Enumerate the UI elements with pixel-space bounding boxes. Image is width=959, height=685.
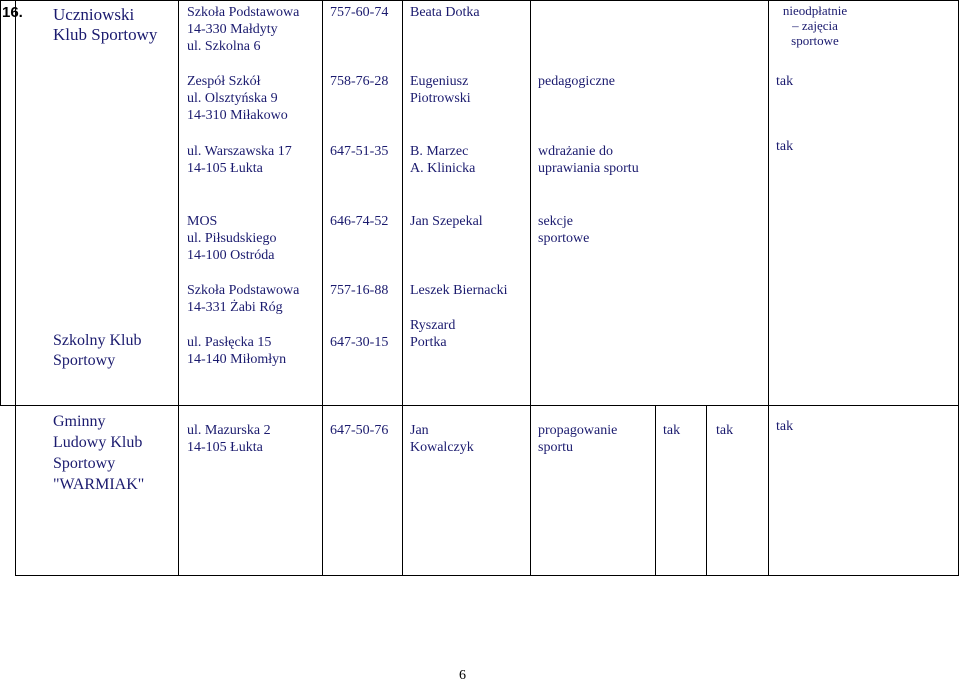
club1-school1-address: Szkoła Podstawowa 14-330 Małdyty ul. Szkolna 6 [187, 5, 300, 54]
club2-contact-a: Leszek Biernacki [410, 283, 508, 298]
club1-school3-flag: tak [776, 139, 794, 154]
club2-phone-a: 757-16-88 [330, 283, 389, 298]
club2-address-b: ul. Pasłęcka 15 14-140 Miłomłyn [187, 335, 287, 367]
club2-phone-b: 647-30-15 [330, 335, 389, 350]
club2-address-a: Szkoła Podstawowa 14-331 Żabi Róg [187, 283, 300, 315]
club3-address: ul. Mazurska 2 14-105 Łukta [187, 423, 271, 455]
club1-school2-phone: 758-76-28 [330, 74, 389, 89]
club1-school1-phone: 757-60-74 [330, 5, 389, 20]
club2-name: Szkolny Klub Sportowy [53, 332, 142, 369]
club3-form: propagowanie sportu [538, 423, 618, 455]
club1-school2-flag: tak [776, 74, 794, 89]
club1-school3-contact: B. Marzec A. Klinicka [410, 144, 476, 176]
club1-school3-address: ul. Warszawska 17 14-105 Łukta [187, 144, 292, 176]
club1-school4-address: MOS ul. Piłsudskiego 14-100 Ostróda [187, 214, 277, 263]
row-number: 16. [2, 4, 23, 21]
club1-name: Uczniowski Klub Sportowy [53, 5, 158, 44]
club3-name: Gminny Ludowy Klub Sportowy "WARMIAK" [53, 413, 145, 493]
club1-school3-form: wdrażanie do uprawiania sportu [538, 144, 639, 176]
club1-school4-contact: Jan Szepekal [410, 214, 483, 229]
club3-col9: tak [776, 419, 794, 434]
club1-school3-phone: 647-51-35 [330, 144, 389, 159]
club1-school2-address: Zespół Szkół ul. Olsztyńska 9 14-310 Miłakowo [187, 74, 288, 123]
club1-school4-phone: 646-74-52 [330, 214, 389, 229]
club3-phone: 647-50-76 [330, 423, 389, 438]
club1-school1-contact: Beata Dotka [410, 5, 480, 20]
club1-school2-form: pedagogiczne [538, 74, 615, 89]
club1-school4-form: sekcje sportowe [538, 214, 590, 246]
club3-contact: Jan Kowalczyk [410, 423, 474, 455]
club1-school2-contact: Eugeniusz Piotrowski [410, 74, 471, 106]
club2-contact-b: Ryszard Portka [410, 318, 456, 350]
club1-school1-note: nieodpłatnie – zajęcia sportowe [782, 3, 848, 48]
club3-col7: tak [663, 423, 681, 438]
page-number: 6 [459, 668, 466, 683]
club3-col8: tak [716, 423, 734, 438]
